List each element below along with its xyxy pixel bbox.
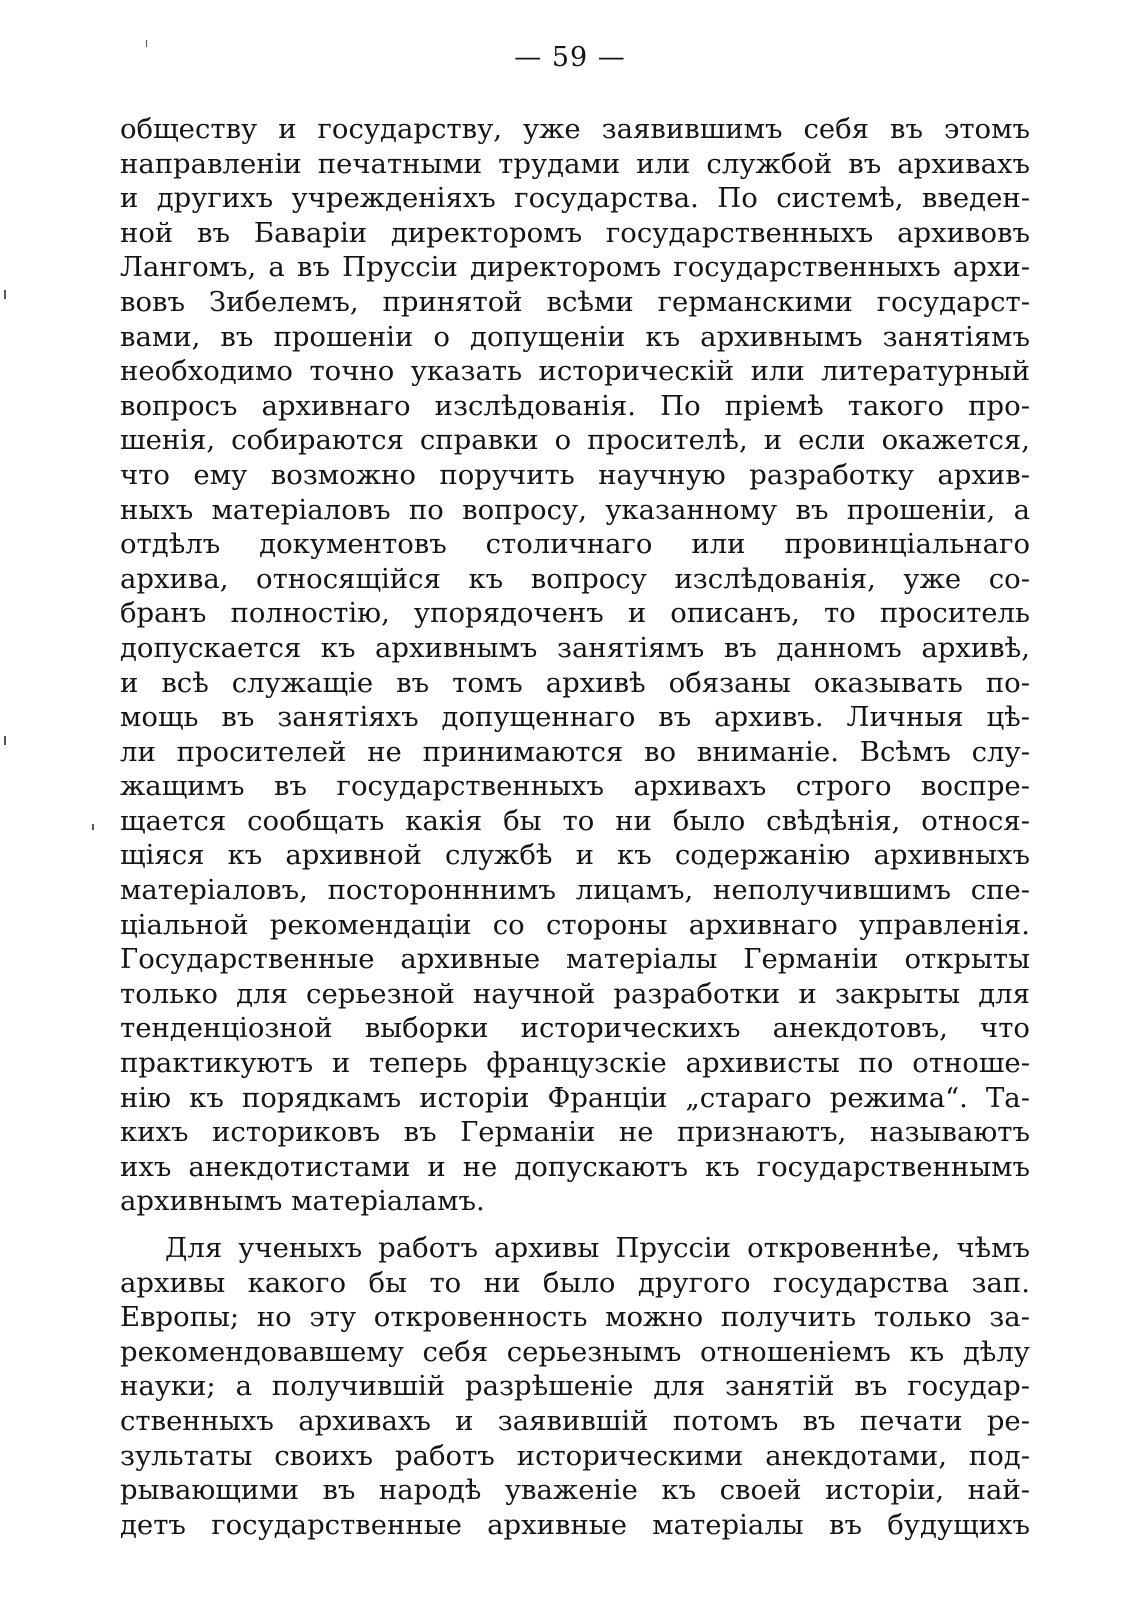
text-line: ціальной рекомендаціи со стороны архивнаго управленія. bbox=[120, 908, 1030, 941]
text-line: ихъ анекдотистами и не допускаютъ къ государственнымъ bbox=[120, 1150, 1030, 1183]
paragraph-1 bbox=[120, 112, 1030, 1219]
scan-mark bbox=[146, 40, 147, 47]
text-line: рекомендовавшему себя серьезнымъ отношеніемъ къ дѣлу bbox=[120, 1335, 1030, 1368]
text-line: допускается къ архивнымъ занятіямъ въ данномъ архивѣ, bbox=[120, 631, 1030, 664]
text-line: необходимо точно указать историческій или литературный bbox=[120, 355, 1030, 388]
text-line: шенія, собираются справки о просителѣ, и если окажется, bbox=[120, 424, 1030, 457]
text-line: Европы; но эту откровенность можно получить только за- bbox=[120, 1301, 1030, 1334]
text-line: кихъ историковъ въ Германіи не признаютъ, называютъ bbox=[120, 1116, 1030, 1149]
paragraph-gap bbox=[120, 1219, 1030, 1231]
text-line: ной въ Баваріи директоромъ государственныхъ архивовъ bbox=[120, 216, 1030, 249]
text-line: что ему возможно поручить научную разработку архив- bbox=[120, 458, 1030, 491]
text-line: и другихъ учрежденіяхъ государства. По системѣ, введен- bbox=[120, 182, 1030, 215]
paragraph-2 bbox=[120, 1231, 1030, 1542]
text-line: архива, относящійся къ вопросу изслѣдованія, уже со- bbox=[120, 562, 1030, 595]
text-line: отдѣлъ документовъ столичнаго или провинціальнаго bbox=[120, 528, 1030, 561]
text-line: щается сообщать какія бы то ни было свѣдѣнія, относя- bbox=[120, 804, 1030, 837]
text-line: ныхъ матеріаловъ по вопросу, указанному въ прошеніи, а bbox=[120, 493, 1030, 526]
text-line: жащимъ въ государственныхъ архивахъ строго воспре- bbox=[120, 770, 1030, 803]
text-line: рывающими въ народѣ уваженіе къ своей исторіи, най- bbox=[120, 1474, 1030, 1507]
text-line: щіяся къ архивной службѣ и къ содержанію архивныхъ bbox=[120, 839, 1030, 872]
text-line: нію къ порядкамъ исторіи Франціи „стараго режима“. Та- bbox=[120, 1081, 1030, 1114]
text-line: Лангомъ, а въ Пруссіи директоромъ государственныхъ архи- bbox=[120, 251, 1030, 284]
scan-mark bbox=[4, 290, 6, 299]
text-line: тенденціозной выборки историческихъ анекдотовъ, что bbox=[120, 1012, 1030, 1045]
scan-mark bbox=[92, 824, 94, 830]
text-line: Государственные архивные матеріалы Германіи открыты bbox=[120, 943, 1030, 976]
page-number: — 59 — bbox=[514, 42, 626, 73]
text-line: и всѣ служащіе въ томъ архивѣ обязаны оказывать по- bbox=[120, 666, 1030, 699]
text-line: направленіи печатными трудами или службой въ архивахъ bbox=[120, 147, 1030, 180]
text-line: детъ государственные архивные матеріалы въ будущихъ bbox=[120, 1508, 1030, 1541]
text-line: ственныхъ архивахъ и заявившій потомъ въ печати ре- bbox=[120, 1404, 1030, 1437]
text-line: ли просителей не принимаются во вниманіе. Всѣмъ слу- bbox=[120, 735, 1030, 768]
text-line: архивнымъ матеріаламъ. bbox=[120, 1185, 485, 1218]
text-line: мощь въ занятіяхъ допущеннаго въ архивъ. Личныя цѣ- bbox=[120, 701, 1030, 734]
scan-mark bbox=[4, 736, 6, 745]
text-line: науки; а получившій разрѣшеніе для занятій въ государ- bbox=[120, 1370, 1030, 1403]
text-line: вами, въ прошеніи о допущеніи къ архивнымъ занятіямъ bbox=[120, 320, 1030, 353]
text-line: только для серьезной научной разработки и закрыты для bbox=[120, 977, 1030, 1010]
text-line: Для ученыхъ работъ архивы Пруссіи откровеннѣе, чѣмъ bbox=[165, 1232, 1030, 1264]
text-line: обществу и государству, уже заявившимъ себя въ этомъ bbox=[120, 113, 1030, 145]
text-line: зультаты своихъ работъ историческими анекдотами, под- bbox=[120, 1439, 1030, 1472]
body-text bbox=[120, 112, 1030, 1542]
text-line: бранъ полностію, упорядоченъ и описанъ, то проситель bbox=[120, 597, 1030, 630]
text-line: вопросъ архивнаго изслѣдованія. По пріемѣ такого про- bbox=[120, 389, 1030, 422]
text-line: вовъ Зибелемъ, принятой всѣми германскими государст- bbox=[120, 285, 1030, 318]
text-line: архивы какого бы то ни было другого государства зап. bbox=[120, 1266, 1030, 1299]
text-line: практикуютъ и теперь французскіе архивисты по отноше- bbox=[120, 1047, 1030, 1080]
text-line: матеріаловъ, посторонннимъ лицамъ, неполучившимъ спе- bbox=[120, 874, 1030, 907]
